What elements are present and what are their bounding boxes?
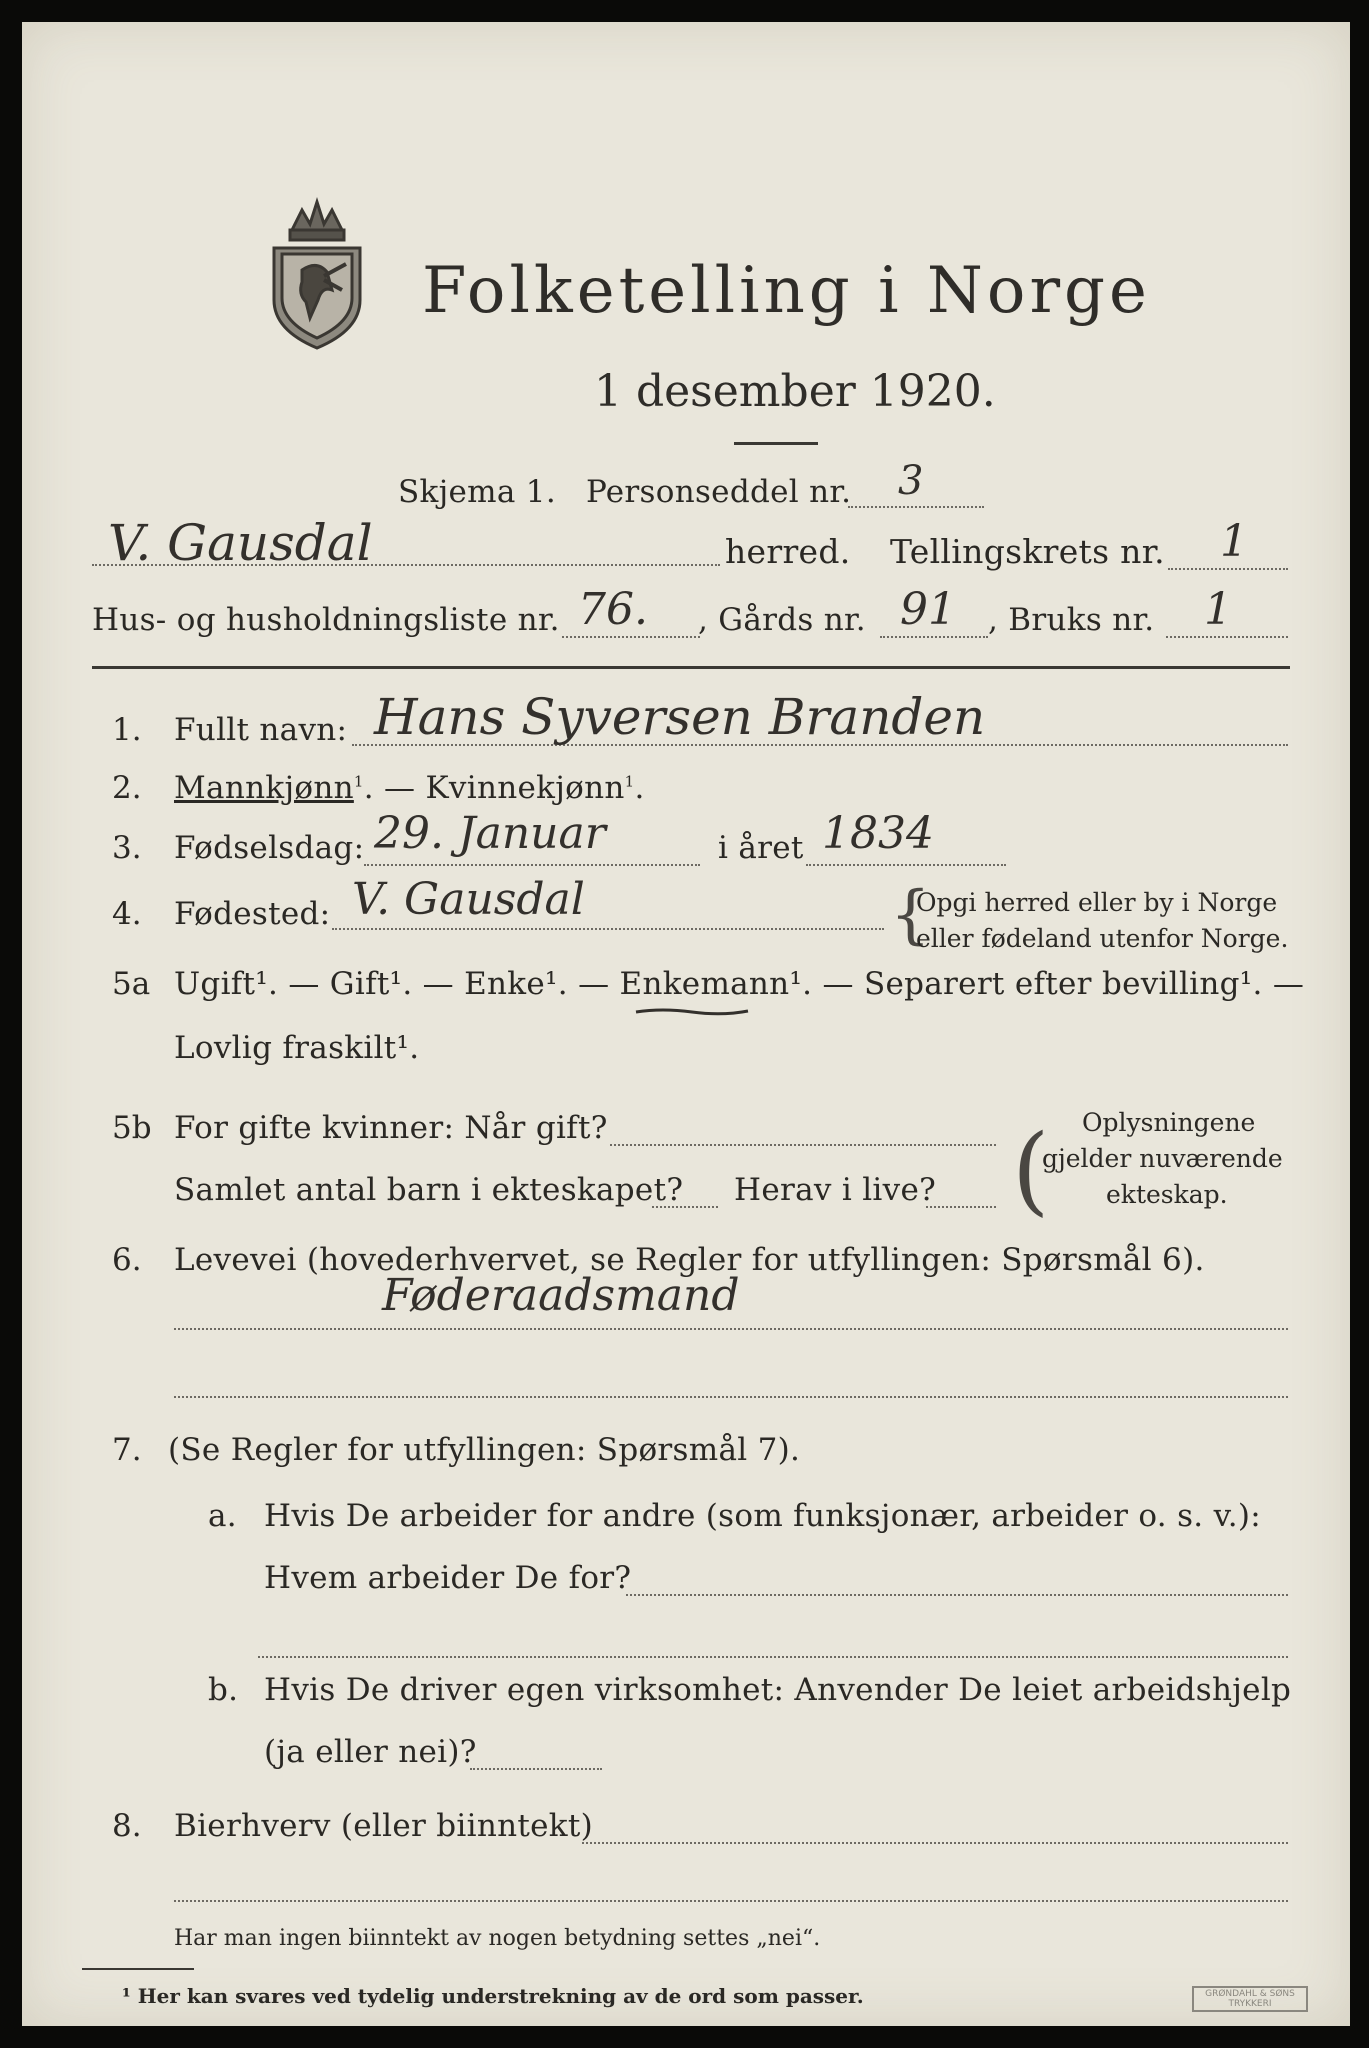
birthplace-line [332, 928, 884, 930]
header-rule [92, 666, 1290, 669]
birthplace-note-1: Opgi herred eller by i Norge [916, 888, 1278, 917]
census-form-sheet [22, 22, 1350, 2026]
personseddel-value[interactable]: 3 [898, 458, 924, 504]
married-date-line [610, 1144, 996, 1146]
husholdningsliste-value[interactable]: 76. [578, 584, 648, 635]
q8-number: 8. [112, 1808, 142, 1844]
q6-number: 6. [112, 1242, 142, 1278]
self-employed-question: Hvis De driver egen virksomhet: Anvender De leiet arbeidshjelp [264, 1672, 1292, 1708]
occupation-value[interactable]: Føderaadsmand [382, 1270, 740, 1321]
footnote: ¹ Her kan svares ved tydelig understrekning av de ord som passer. [122, 1984, 864, 2008]
bruks-line [1166, 636, 1288, 638]
marriage-note-1: Oplysningene [1082, 1108, 1256, 1137]
employer-label: Hvem arbeider De for? [264, 1560, 632, 1596]
marriage-note-2: gjelder nuværende [1042, 1144, 1283, 1173]
birthplace-value[interactable]: V. Gausdal [352, 874, 585, 925]
q5a-number: 5a [112, 966, 151, 1002]
occupation-line-2 [174, 1396, 1288, 1398]
full-name-label: Fullt navn: [174, 712, 348, 748]
gards-label: , Gårds nr. [698, 602, 866, 638]
gards-value[interactable]: 91 [900, 584, 956, 635]
form-title: Folketelling i Norge [422, 254, 1151, 328]
side-income-line-2 [174, 1900, 1288, 1902]
tellingskrets-value[interactable]: 1 [1220, 516, 1248, 567]
q5b-number: 5b [112, 1110, 152, 1146]
employer-question: Hvis De arbeider for andre (som funksjonær, arbeider o. s. v.): [264, 1498, 1262, 1534]
tellingskrets-line [1168, 568, 1288, 570]
bruks-value[interactable]: 1 [1204, 584, 1232, 635]
children-total-line [652, 1206, 718, 1208]
marital-status-divorced[interactable]: Lovlig fraskilt¹. [174, 1030, 420, 1066]
occupation-line-1 [174, 1328, 1288, 1330]
tellingskrets-label: Tellingskrets nr. [890, 532, 1165, 571]
enkemann-underline-icon [632, 1006, 752, 1018]
marriage-brace: ( [1012, 1114, 1050, 1226]
q1-number: 1. [112, 712, 142, 748]
q4-number: 4. [112, 896, 142, 932]
full-name-value[interactable]: Hans Syversen Branden [374, 688, 986, 746]
occupation-label: Levevei (hovederhvervet, se Regler for utfyllingen: Spørsmål 6). [174, 1242, 1205, 1278]
hired-help-line [470, 1768, 602, 1770]
birthdate-value[interactable]: 29. Januar [374, 808, 606, 859]
printer-stamp: GRØNDAHL & SØNS TRYKKERI [1192, 1986, 1308, 2012]
female-option[interactable]: Kvinnekjønn [425, 770, 625, 806]
husholdningsliste-label: Hus- og husholdningsliste nr. [92, 602, 560, 638]
male-option[interactable]: Mannkjønn [174, 770, 354, 806]
children-total-label: Samlet antal barn i ekteskapet? [174, 1172, 684, 1208]
birthplace-label: Fødested: [174, 896, 331, 932]
q3-number: 3. [112, 830, 142, 866]
birth-year-label: i året [718, 830, 804, 866]
bruks-label: , Bruks nr. [988, 602, 1155, 638]
q7-number: 7. [112, 1432, 142, 1468]
q2-number: 2. [112, 770, 142, 806]
personseddel-label: Personseddel nr. [586, 474, 852, 510]
side-income-note: Har man ingen biinntekt av nogen betydning settes „nei“. [174, 1926, 821, 1951]
hired-help-label: (ja eller nei)? [264, 1734, 477, 1770]
marital-status-options[interactable]: Ugift¹. — Gift¹. — Enke¹. — Enkemann¹. — Separert efter bevilling¹. — [174, 966, 1305, 1002]
employer-line-2 [258, 1656, 1288, 1658]
herred-label: herred. [725, 532, 851, 571]
coat-of-arms-icon [262, 190, 372, 350]
schema-label: Skjema 1. [398, 474, 556, 510]
employer-line [626, 1594, 1288, 1596]
herred-value[interactable]: V. Gausdal [108, 514, 373, 572]
q7b-number: b. [208, 1672, 239, 1708]
birthdate-line [364, 864, 700, 866]
q7a-number: a. [208, 1498, 237, 1534]
employment-label: (Se Regler for utfyllingen: Spørsmål 7). [168, 1432, 801, 1468]
birth-year-line [806, 864, 1006, 866]
marriage-note-3: ekteskap. [1106, 1180, 1228, 1209]
sex-options: Mannkjønn$^1$. — Kvinnekjønn$^1$. [174, 770, 645, 806]
children-alive-label: Herav i live? [734, 1172, 937, 1208]
children-alive-line [926, 1206, 996, 1208]
census-date: 1 desember 1920. [594, 366, 996, 417]
side-income-line [582, 1842, 1288, 1844]
side-income-label: Bierhverv (eller biinntekt) [174, 1808, 594, 1844]
birthplace-note-2: eller fødeland utenfor Norge. [916, 924, 1289, 953]
husholdningsliste-line [562, 636, 700, 638]
gards-line [880, 636, 988, 638]
married-date-label: For gifte kvinner: Når gift? [174, 1110, 608, 1146]
personseddel-line [848, 506, 984, 508]
birth-year-value[interactable]: 1834 [822, 808, 934, 859]
birthplace-brace: { [890, 878, 931, 952]
title-divider [734, 442, 818, 445]
footnote-rule [82, 1968, 194, 1970]
birthdate-label: Fødselsdag: [174, 830, 365, 866]
